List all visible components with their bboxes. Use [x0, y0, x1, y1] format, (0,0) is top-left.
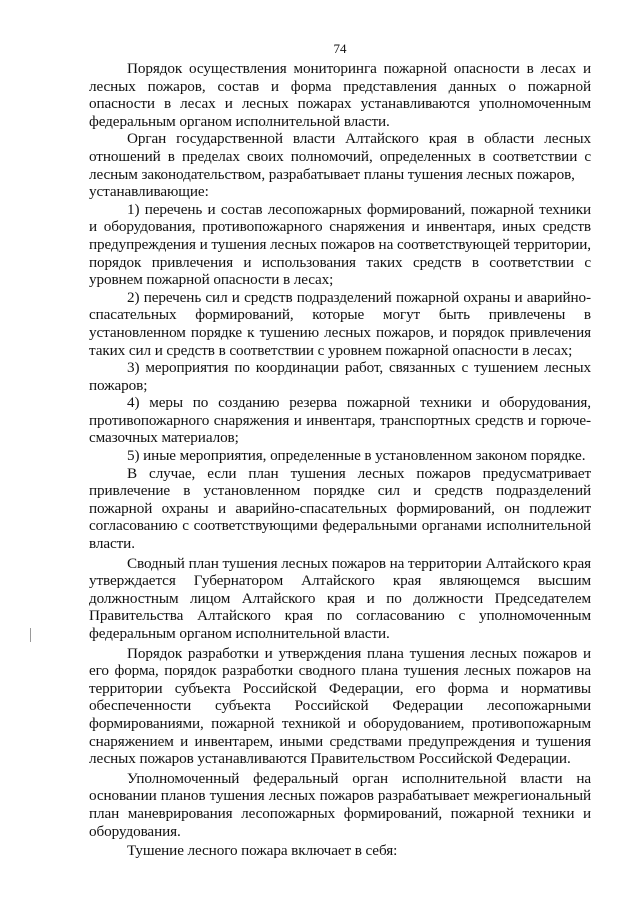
page-number: 74: [333, 41, 347, 56]
paragraph-plan-procedure: Порядок разработки и утверждения плана тушения лесных пожаров и его форма, порядок разработки сводного плана тушения лесных пожаров на территории субъекта Российской Федерации, его форма и нормативы обеспеченности субъекта Российской Федерации лесопожарными формированиями, пожарной техникой и оборудованием, противопожарным снаряжением и инвентарем, иными средствами предупреждения и тушения лесных пожаров устанавливаются Правительством Российской Федерации.: [89, 644, 591, 768]
list-item-3: 3) мероприятия по координации работ, связанных с тушением лесных пожаров;: [89, 359, 591, 394]
paragraph-state-authority: Орган государственной власти Алтайского края в области лесных отношений в пределах своих полномочий, определенных в соответствии с лесным законодательством, разрабатывает планы тушения лесных пожаров,: [89, 130, 591, 183]
list-item-2: 2) перечень сил и средств подразделений пожарной охраны и аварийно-спасательных формирований, которые могут быть привлечены в установленном порядке к тушению лесных пожаров, и порядок привлечения таких сил и средств в соответствии с уровнем пожарной опасности в лесах;: [89, 288, 591, 359]
paragraph-establishing: устанавливающие:: [89, 183, 209, 201]
paragraph-monitoring: Порядок осуществления мониторинга пожарной опасности в лесах и лесных пожаров, состав и форма представления данных о пожарной опасности в лесах и лесных пожарах устанавливаются уполномоченным федеральным органом исполнительной власти.: [89, 60, 591, 130]
list-item-4: 4) меры по созданию резерва пожарной техники и оборудования, противопожарного снаряжения и инвентаря, транспортных средств и горюче-смазочных материалов;: [89, 394, 591, 447]
list-item-5: 5) иные мероприятия, определенные в установленном законом порядке.: [127, 447, 586, 465]
list-item-1: 1) перечень и состав лесопожарных формирований, пожарной техники и оборудования, противопожарного снаряжения и инвентаря, иных средств предупреждения и тушения лесных пожаров на соответствующей территории, порядок привлечения и использования таких средств в соответствии с уровнем пожарной опасности в лесах;: [89, 200, 591, 289]
paragraph-coordination: В случае, если план тушения лесных пожаров предусматривает привлечение в установленном порядке сил и средств подразделений пожарной охраны и аварийно-спасательных формирований, он подлежит согласованию с соответствующими федеральными органами исполнительной власти.: [89, 464, 591, 553]
paragraph-consolidated-plan: Сводный план тушения лесных пожаров на территории Алтайского края утверждается Губернатором Алтайского края являющемся высшим должностным лицом Алтайского края и по должности Председателем Правительства Алтайского края по согласованию с уполномоченным федеральным органом исполнительной власти.: [89, 554, 591, 642]
paragraph-interregional-plan: Уполномоченный федеральный орган исполнительной власти на основании планов тушения лесных пожаров разрабатывает межрегиональный план маневрирования лесопожарных формирований, пожарной техники и оборудования.: [89, 769, 591, 840]
paragraph-fire-suppression: Тушение лесного пожара включает в себя:: [127, 842, 398, 860]
scan-margin-mark: [30, 628, 31, 642]
